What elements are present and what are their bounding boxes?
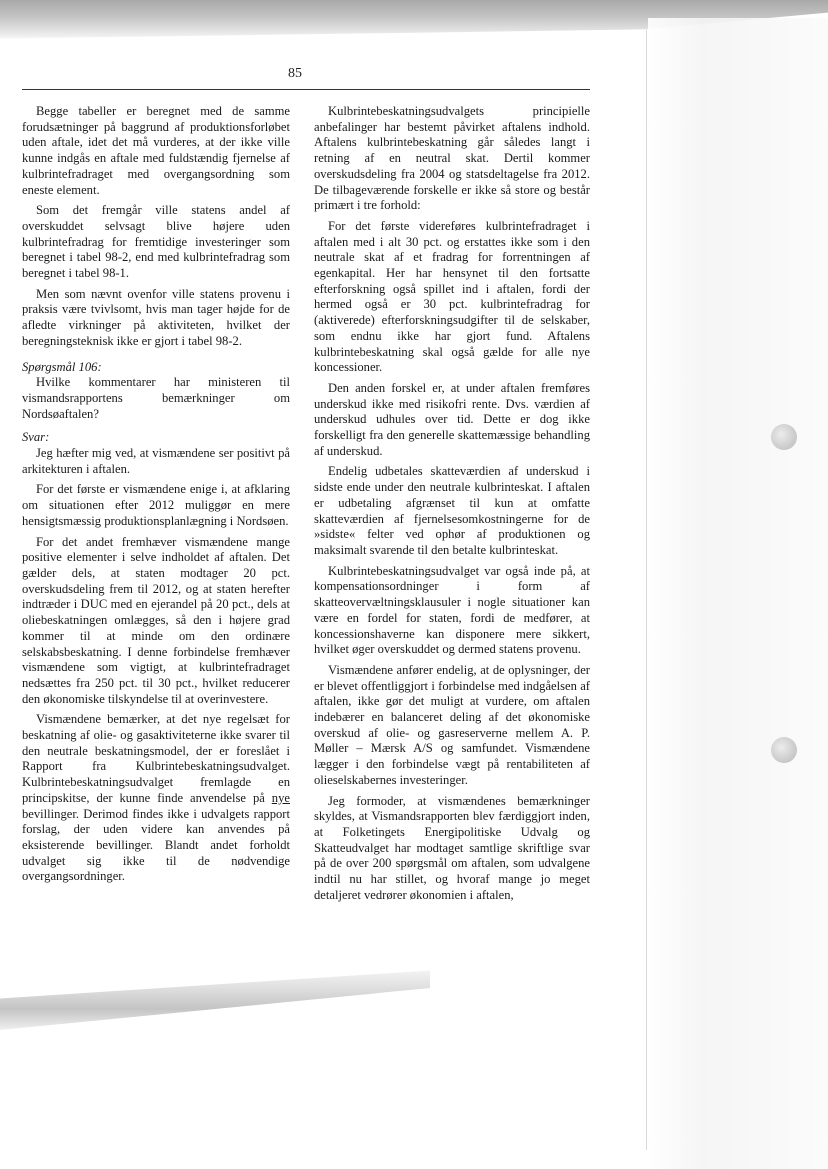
paragraph: Kulbrintebeskatningsudvalgets principielle anbefalinger har bestemt påvirket aftalens indhold. Aftalens kulbrintebeskatning går således langt i retning af en neutral skat. Dertil kommer overskudsdeling fra 2004 og statsdeltagelse fra 2012. De tilbageværende forskelle er ikke så store og består primært i tre forhold: [314, 104, 590, 213]
page-edge [646, 30, 647, 1150]
left-column [22, 104, 290, 890]
paragraph: Endelig udbetales skatteværdien af underskud i sidste ende under den neutrale kulbrinteskat. I aftalen er udbetaling afgrænset til kun at omfatte skatteværdien af fjernelsesomkostningerne for de »sidste« felter ved ophør af produktionen og maksimalt svarende til den betalte kulbrinteskat. [314, 464, 590, 557]
paragraph: Jeg formoder, at vismændenes bemærkninger skyldes, at Vismandsrapporten blev færdiggjort inden, at Folketingets Energipolitiske Udvalg og Skatteudvalget har modtaget samtlige skriftlige svar på de over 200 spørgsmål om aftalen, som udvalgene indtil nu har stillet, og hvoraf mange jo meget detaljeret vedrører økonomien i aftalen, [314, 793, 590, 902]
paragraph-text: bevillinger. Derimod findes ikke i udvalgets rapport forslag, der uden videre kan anvendes på eksisterende bevillinger. Blandt andet forholdt udvalget sig ikke til de nødvendige overgangsordninger. [22, 806, 290, 884]
paragraph: Vismændene anfører endelig, at de oplysninger, der er blevet offentliggjort i forbindelse med indgåelsen af aftalen, ikke gør det muligt at vurdere, om aftalen indebærer en balanceret deling af det økonomiske overskud af olie- og gasreserverne mellem A. P. Møller – Mærsk A/S og samfundet. Vismændene lægger i den forbindelse vægt på rentabiliteten af olieselskabernes investeringer. [314, 662, 590, 787]
paragraph-text: Vismændene bemærker, at det nye regelsæt for beskatning af olie- og gasaktiviteterne ikke svarer til den neutrale beskatningsmodel, der er foreslået i Rapport fra Kulbrintebeskatningsudvalget. Kulbrintebeskatningsudvalget fremlagde en principskitse, der kunne finde anvendelse på [22, 712, 290, 805]
paragraph: Jeg hæfter mig ved, at vismændene ser positivt på arkitekturen i aftalen. [22, 446, 290, 476]
paragraph: For det første er vismændene enige i, at afklaring om situationen efter 2012 muliggør en mere hensigtsmæssig produktionsplanlægning i Nordsøen. [22, 482, 290, 528]
underlined-word: nye [271, 790, 290, 805]
paragraph: Kulbrintebeskatningsudvalget var også inde på, at kompensationsordninger i form af skatteovervæltningsklausuler i nogle situationer kan være en fordel for staten, fordi de medfører, at koncessionshaverne kan disponere mere sikkert, hvilket øger overskuddet og dermed statens provenu. [314, 563, 590, 657]
answer-label: Svar: [22, 430, 50, 445]
punch-hole-upper [771, 424, 797, 450]
page-number: 85 [288, 66, 302, 81]
paragraph [22, 712, 290, 885]
punch-hole-lower [771, 737, 797, 763]
question-label: Spørgsmål 106: [22, 359, 102, 374]
scan-shadow-bottom [0, 960, 430, 1030]
paragraph: Den anden forskel er, at under aftalen fremføres underskud ikke med risikofri rente. Dvs. værdien af underskud udhules over tid. Dette er dog ikke forskelligt fra den generelle skattemæssige behandling af underskud. [314, 380, 590, 458]
paragraph: Begge tabeller er beregnet med de samme forudsætninger på baggrund af produktionsforløbet uden aftale, idet det må vurderes, at der ikke ville kunne indgås en aftale med fuldstændig fjernelse af kulbrintefradraget med overgangsordning som eneste element. [22, 104, 290, 197]
scan-margin-right [648, 18, 828, 1169]
paragraph: Men som nævnt ovenfor ville statens provenu i praksis være tvivlsomt, hvis man tager højde for de afledte virkninger på aktiviteten, hvilket der beregningsteknisk ikke er gjort i tabel 98-2. [22, 286, 290, 348]
paragraph: For det første videreføres kulbrintefradraget i aftalen med i alt 30 pct. og erstattes ikke som i den neutrale skat af et fradrag for forrentningen af egenkapital. Her har hensynet til den fortsatte efterforskning også spillet ind i aftalen, fordi der hermed også er 30 pct. kulbrintefradrag for (aktiverede) efterforskningsudgifter til de selskaber, som endnu ikke har gjort fund. Aftalens kulbrintebeskatning skal også gælde for alle nye koncessioner. [314, 218, 590, 375]
paragraph: For det andet fremhæver vismændene mange positive elementer i selve indholdet af aftalen. Det gælder dels, at staten modtager 20 pct. overskudsdeling frem til 2012, og at staten herefter indtræder i DUC med en ejerandel på 20 pct., dels at oliebeskatningen omlægges, så den i højere grad kommer til at minde om den ordinære selskabsbeskatning. I denne forbindelse fremhæver vismændene som vigtigt, at kulbrintefradraget nedsættes fra 250 pct. til 30 pct., hvilket reducerer den økonomiske tilskyndelse til at overinvestere. [22, 534, 290, 706]
question-text: Hvilke kommentarer har ministeren til vismandsrapportens bemærkninger om Nordsøaftalen? [22, 375, 290, 421]
header-rule [22, 89, 590, 90]
paragraph: Som det fremgår ville statens andel af overskuddet selvsagt blive højere uden kulbrintefradrag for fremtidige investeringer som beregnet i tabel 98-2, end med kulbrintefradrag som beregnet i tabel 98-1. [22, 203, 290, 281]
right-column [314, 104, 590, 908]
